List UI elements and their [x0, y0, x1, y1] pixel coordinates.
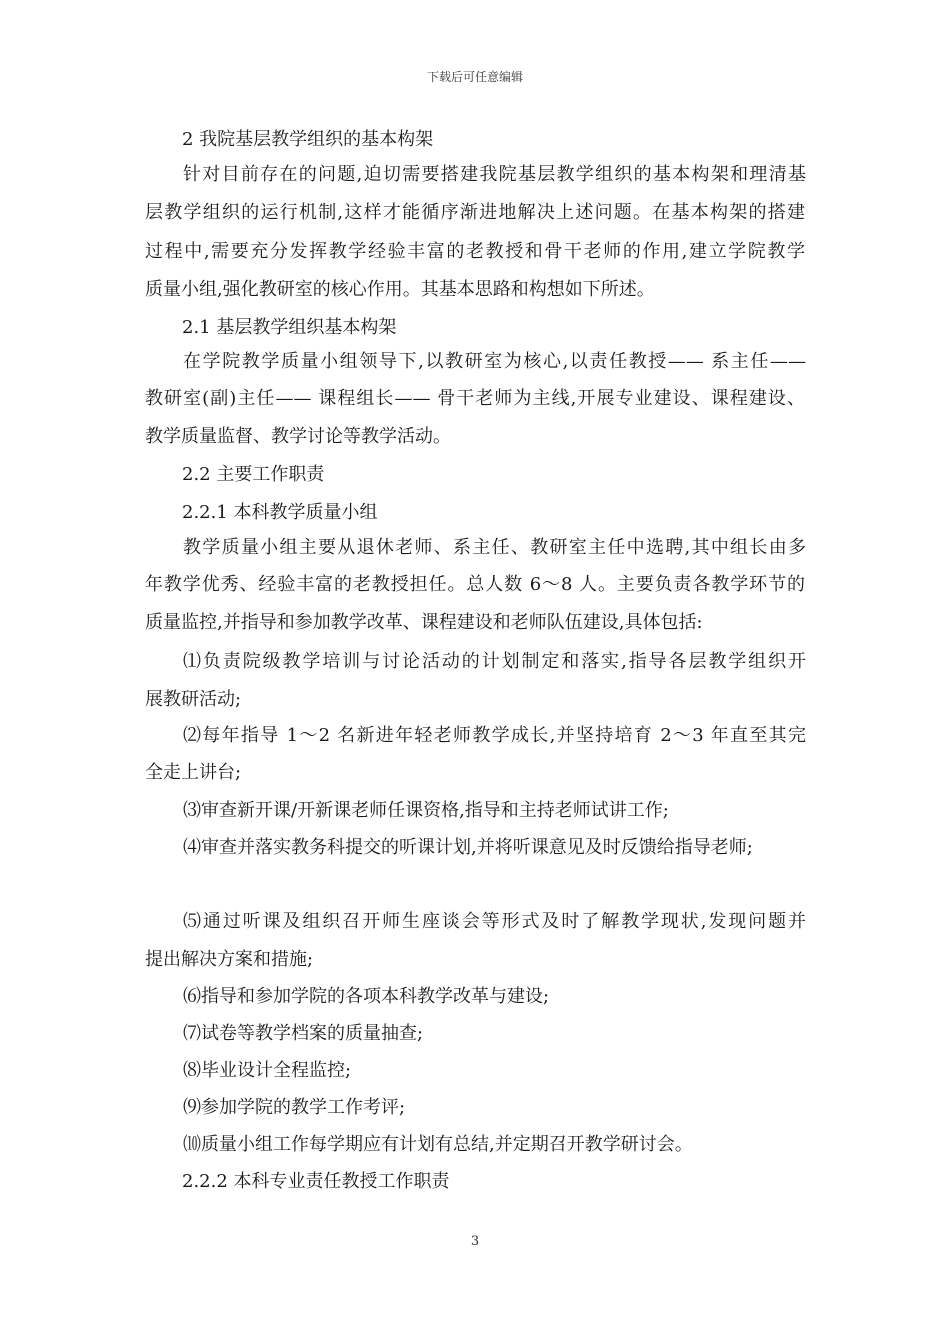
paragraph-line: 教研室(副)主任—— 课程组长—— 骨干老师为主线,开展专业建设、课程建设、: [145, 388, 805, 409]
list-item-2-cont: 全走上讲台;: [145, 762, 242, 783]
list-item-7: ⑺试卷等教学档案的质量抽查;: [183, 1023, 424, 1044]
paragraph-line: 质量监控,并指导和参加教学改革、课程建设和老师队伍建设,具体包括:: [145, 612, 703, 633]
section-heading-2-1: 2.1 基层教学组织基本构架: [182, 317, 397, 338]
paragraph-line: 过程中,需要充分发挥教学经验丰富的老教授和骨干老师的作用,建立学院教学: [145, 241, 805, 262]
list-item-1-cont: 展教研活动;: [145, 689, 242, 710]
paragraph-line: 针对目前存在的问题,迫切需要搭建我院基层教学组织的基本构架和理清基: [183, 164, 806, 185]
section-heading-2-2-1: 2.2.1 本科教学质量小组: [182, 502, 378, 523]
section-heading-2-2: 2.2 主要工作职责: [182, 464, 325, 485]
page-number: 3: [470, 1234, 480, 1249]
list-item-10: ⑽质量小组工作每学期应有计划有总结,并定期召开教学研讨会。: [183, 1134, 693, 1155]
paragraph-line: 质量小组,强化教研室的核心作用。其基本思路和构想如下所述。: [145, 279, 655, 300]
list-item-1: ⑴负责院级教学培训与讨论活动的计划制定和落实,指导各层教学组织开: [183, 651, 806, 672]
list-item-6: ⑹指导和参加学院的各项本科教学改革与建设;: [183, 986, 550, 1007]
section-heading-2-2-2: 2.2.2 本科专业责任教授工作职责: [182, 1171, 450, 1192]
paragraph-line: 教学质量监督、教学讨论等教学活动。: [145, 426, 451, 447]
list-item-5: ⑸通过听课及组织召开师生座谈会等形式及时了解教学现状,发现问题并: [183, 911, 806, 932]
list-item-4: ⑷审查并落实教务科提交的听课计划,并将听课意见及时反馈给指导老师;: [183, 837, 753, 858]
paragraph-line: 层教学组织的运行机制,这样才能循序渐进地解决上述问题。在基本构架的搭建: [145, 202, 805, 223]
list-item-2: ⑵每年指导 1～2 名新进年轻老师教学成长,并坚持培育 2～3 年直至其完: [183, 725, 806, 746]
paragraph-line: 在学院教学质量小组领导下,以教研室为核心,以责任教授—— 系主任——: [183, 351, 806, 372]
section-heading-2: 2 我院基层教学组织的基本构架: [182, 129, 434, 150]
list-item-8: ⑻毕业设计全程监控;: [183, 1060, 352, 1081]
list-item-3: ⑶审查新开课/开新课老师任课资格,指导和主持老师试讲工作;: [183, 800, 669, 821]
list-item-5-cont: 提出解决方案和措施;: [145, 949, 314, 970]
header-note: 下载后可任意编辑: [426, 70, 523, 84]
paragraph-line: 教学质量小组主要从退休老师、系主任、教研室主任中选聘,其中组长由多: [183, 537, 806, 558]
list-item-9: ⑼参加学院的教学工作考评;: [183, 1097, 406, 1118]
paragraph-line: 年教学优秀、经验丰富的老教授担任。总人数 6～8 人。主要负责各教学环节的: [145, 574, 805, 595]
